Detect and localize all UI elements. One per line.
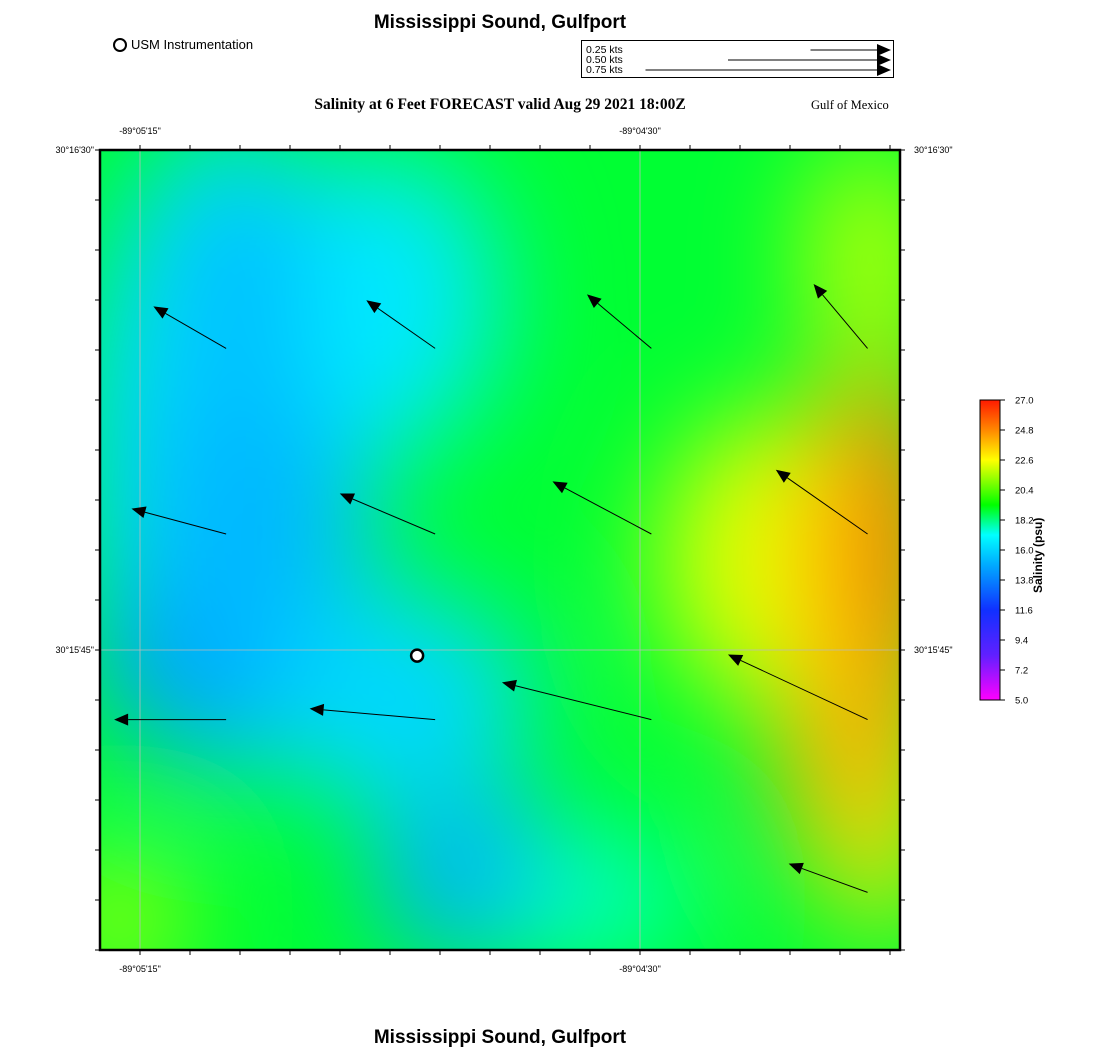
y-tick-right-2: 30°15'45" xyxy=(914,645,953,655)
y-tick-left-1: 30°16'30" xyxy=(55,145,94,155)
speed-label-2: 0.50 kts xyxy=(586,54,623,66)
usm-station-marker[interactable] xyxy=(411,650,423,662)
colorbar-tick-label: 20.4 xyxy=(1015,485,1034,497)
salinity-field xyxy=(60,120,950,980)
region-label: Gulf of Mexico xyxy=(811,98,889,112)
colorbar-title: Salinity (psu) xyxy=(1031,517,1045,593)
colorbar-tick-label: 22.6 xyxy=(1015,455,1034,467)
colorbar xyxy=(980,400,1000,700)
chart-title: Salinity at 6 Feet FORECAST valid Aug 29 2021 18:00Z xyxy=(314,96,686,113)
map-title-top: Mississippi Sound, Gulfport xyxy=(373,12,627,33)
colorbar-tick-label: 24.8 xyxy=(1015,425,1034,437)
station-legend-label: USM Instrumentation xyxy=(131,37,254,52)
y-tick-left-2: 30°15'45" xyxy=(55,645,94,655)
colorbar-tick-label: 27.0 xyxy=(1015,395,1034,407)
x-tick-top-1: -89°05'15" xyxy=(119,126,161,136)
colorbar-tick-label: 13.8 xyxy=(1015,575,1034,587)
colorbar-tick-label: 16.0 xyxy=(1015,545,1034,557)
speed-label-1: 0.25 kts xyxy=(586,44,623,56)
x-tick-bottom-1: -89°05'15" xyxy=(119,964,161,974)
colorbar-tick-label: 9.4 xyxy=(1015,635,1029,647)
y-tick-right-1: 30°16'30" xyxy=(914,145,953,155)
colorbar-tick-label: 7.2 xyxy=(1015,665,1029,677)
speed-label-3: 0.75 kts xyxy=(586,64,623,76)
x-tick-top-2: -89°04'30" xyxy=(619,126,661,136)
colorbar-ticks xyxy=(1000,396,1034,707)
x-tick-bottom-2: -89°04'30" xyxy=(619,964,661,974)
colorbar-tick-label: 18.2 xyxy=(1015,515,1034,527)
colorbar-tick-label: 5.0 xyxy=(1015,695,1029,707)
colorbar-tick-label: 11.6 xyxy=(1015,605,1033,617)
map-title-bottom: Mississippi Sound, Gulfport xyxy=(373,1027,627,1048)
